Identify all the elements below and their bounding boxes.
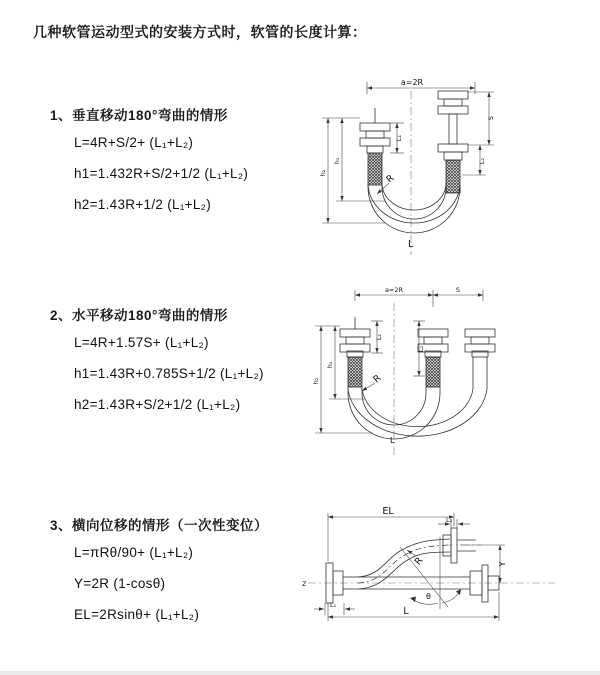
dim-label-s: S bbox=[455, 286, 461, 294]
middle-pipe-fitting bbox=[418, 329, 448, 387]
label-r: R bbox=[371, 372, 384, 386]
valve-icon bbox=[347, 307, 363, 329]
section-heading: 1、垂直移动180°弯曲的情形 bbox=[50, 108, 228, 123]
formula-line: EL=2Rsinθ+ (L₁+L₂) bbox=[74, 607, 200, 622]
dimension-l1 bbox=[390, 123, 404, 153]
dim-label-l1: L₁ bbox=[375, 333, 383, 341]
right-pipe-fitting bbox=[438, 91, 468, 193]
diagram-vertical-180-bend bbox=[306, 73, 538, 259]
dimension-a2r bbox=[355, 286, 483, 307]
dimension-l1 bbox=[371, 321, 383, 353]
diagram-horizontal-180-bend bbox=[303, 281, 540, 467]
dim-label-h1: h₁ bbox=[326, 361, 334, 369]
section-1-vertical-move bbox=[50, 104, 248, 228]
dim-label-y: Y bbox=[498, 561, 507, 567]
valve-icon bbox=[367, 98, 383, 123]
dim-label-l2: L₂ bbox=[446, 516, 453, 524]
dimension-a2r bbox=[367, 78, 475, 94]
displaced-hose-curve bbox=[358, 539, 450, 589]
section-2-horizontal-move bbox=[50, 304, 264, 428]
section-heading: 2、水平移动180°弯曲的情形 bbox=[50, 308, 228, 323]
formula-line: h1=1.43R+0.785S+1/2 (L₁+L₂) bbox=[74, 366, 264, 381]
formula-line: h1=1.432R+S/2+1/2 (L₁+L₂) bbox=[74, 166, 249, 181]
formula-line: h2=1.43R+1/2 (L₁+L₂) bbox=[74, 197, 212, 212]
dim-label-l1: L₁ bbox=[330, 601, 337, 609]
dimension-l bbox=[328, 592, 499, 621]
label-r: R bbox=[384, 172, 397, 186]
dim-label-h1: h₁ bbox=[333, 157, 341, 165]
dim-label-h2: h₂ bbox=[319, 169, 327, 177]
formula-line: h2=1.43R+S/2+1/2 (L₁+L₂) bbox=[74, 397, 241, 412]
dimension-l2 bbox=[462, 145, 486, 175]
dim-label-l2: L₂ bbox=[417, 345, 425, 353]
page-title: 几种软管运动型式的安装方式时，软管的长度计算： bbox=[33, 24, 367, 40]
formula-line: Y=2R (1-cosθ) bbox=[74, 576, 166, 591]
dim-label-a2r: a=2R bbox=[400, 78, 424, 87]
dim-label-h2: h₂ bbox=[312, 377, 320, 385]
section-heading: 3、横向位移的情形（一次性变位） bbox=[50, 518, 269, 533]
section-3-lateral-displacement bbox=[50, 514, 268, 638]
dimension-s bbox=[468, 92, 495, 145]
label-r: R bbox=[412, 555, 426, 568]
left-pipe-fitting bbox=[340, 329, 370, 387]
dim-label-a2r: a=2R bbox=[384, 286, 404, 294]
label-l: L bbox=[408, 239, 414, 250]
right-pipe-fitting bbox=[465, 329, 495, 389]
formula-line: L=4R+S/2+ (L₁+L₂) bbox=[74, 135, 194, 150]
label-l: L bbox=[390, 436, 395, 445]
radius-pointer bbox=[362, 372, 384, 391]
hose-curves bbox=[348, 387, 487, 439]
dimension-h bbox=[319, 118, 385, 223]
dim-label-el: EL bbox=[382, 506, 394, 517]
dimension-l1 bbox=[314, 601, 355, 615]
dim-label-l1: L₁ bbox=[395, 134, 403, 142]
theta-angle bbox=[400, 537, 461, 609]
hose-curves bbox=[368, 183, 460, 233]
label-theta: θ bbox=[426, 592, 431, 601]
upper-right-flange-fitting bbox=[443, 528, 482, 563]
dim-label-s: S bbox=[487, 115, 495, 121]
page-bottom-edge bbox=[0, 671, 600, 675]
diagram-lateral-displacement bbox=[300, 503, 592, 643]
dim-label-l2: L₂ bbox=[478, 157, 486, 165]
formula-line: L=πRθ/90+ (L₁+L₂) bbox=[74, 545, 194, 560]
formula-line: L=4R+1.57S+ (L₁+L₂) bbox=[74, 335, 209, 350]
dim-label-l: L bbox=[403, 606, 409, 617]
label-z: Z bbox=[302, 580, 307, 588]
